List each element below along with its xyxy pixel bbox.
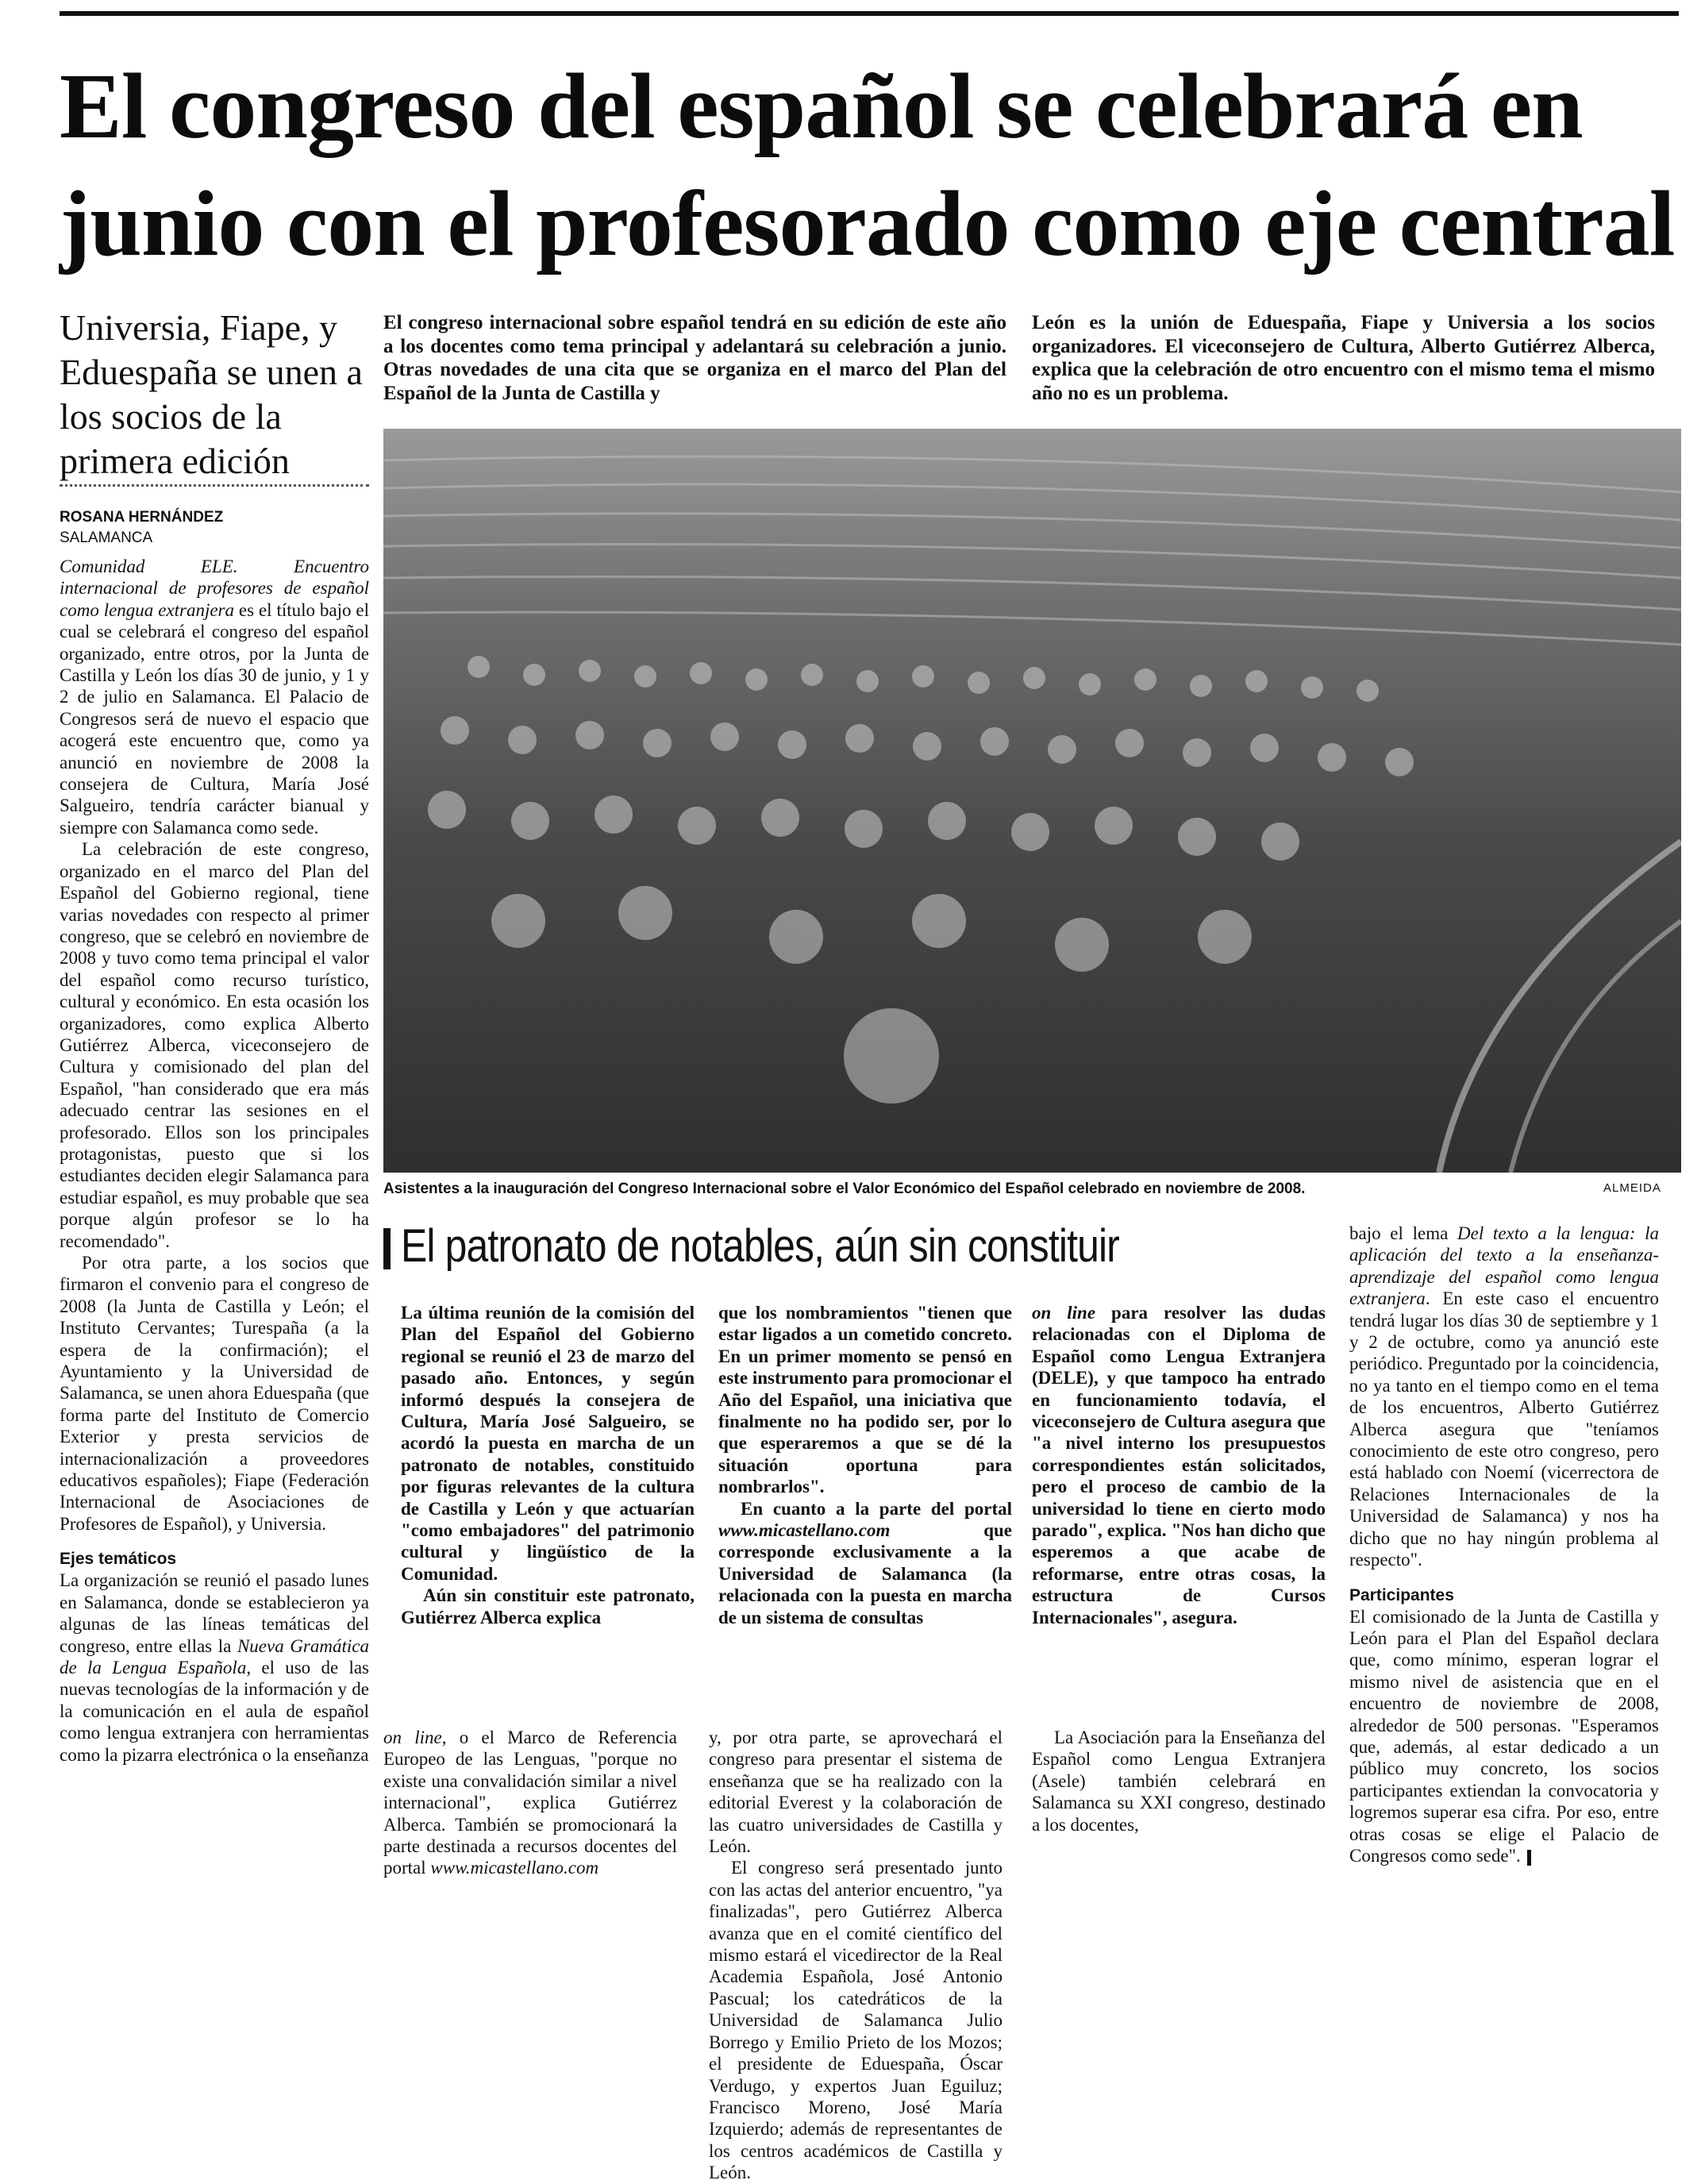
photo-credit: ALMEIDA (1603, 1181, 1661, 1195)
article-paragraph-4d: y, por otra parte, se aprovechará el congreso para presentar el sistema de enseñanza que se ha realizado con la editorial Everest y la colaboración de las cuatro universidades de Castilla y León. (709, 1728, 1003, 1857)
box-column-2 (718, 1302, 1012, 1628)
box-paragraph-5: para resolver las dudas relacionadas con el Diploma de Español como Lengua Extranjera (DELE), y que tampoco ha entrado en funcionamiento todavía, el viceconsejero de Cultura asegura que "a nivel interno los presupuestos correspondientes están solicitados, pero el proceso de cambio de la universidad lo tiene en cierto modo parado", explica. "Nos han dicho que esperemos a que acabe de reformarse, entre otras cosas, la estructura de Cursos Internacionales", asegura. (1032, 1303, 1326, 1627)
box-paragraph-1: La última reunión de la comisión del Plan del Español del Gobierno regional se reunió el 23 de marzo del pasado año. Entonces, y según informó después la consejera de Cultura, María José Salgueiro, se acordó la puesta en marcha de un patronato de notables, constituido por figuras relevantes de la cultura de Castilla y León y que actuarían "como embajadores" del patrimonio cultural y lingüístico de la Comunidad. (401, 1303, 695, 1584)
headline-line-2: junio con el profesorado como eje central (60, 171, 1675, 275)
subheadline: Universia, Fiape, y Eduespaña se unen a los socios de la primera edición (60, 307, 363, 481)
article-paragraph-6-cont-b: . En este caso el encuentro tendrá lugar los días 30 de septiembre y 1 y 2 de octubre, como ya anunció este periódico. Preguntado por la coincidencia, no ya tanto en el tiempo como en el tema de los encuentros, Alberto Gutiérrez Alberca asegura que "teníamos conocimiento de este otro congreso, pero está hablado con Noemí (vicerrectora de Relaciones Internacionales de la Universidad de Salamanca) y nos ha dicho que no hay ningún problema al respecto". (1349, 1288, 1659, 1570)
article-column-3 (709, 1727, 1003, 2184)
box-column-1 (401, 1302, 695, 1628)
book-title-italic: Nueva Gramática de la Lengua Española (60, 1635, 369, 1677)
lead-paragraph-part-2: León es la unión de Eduespaña, Fiape y Universia a los socios organizadores. El viceconsejero de Cultura, Alberto Gutiérrez Alberca, explica que la celebración de otro encuentro con el mismo tema el mismo año no es un problema. (1032, 312, 1655, 404)
dateline-place: SALAMANCA (60, 530, 153, 546)
top-rule (60, 11, 1679, 16)
article-column-4 (1032, 1727, 1326, 1835)
article-paragraph-4a: La organización se reunió el pasado lunes en Salamanca, donde se establecieron ya algunas de las líneas temáticas del congreso, entre ellas la (60, 1570, 369, 1656)
section-heading-ejes: Ejes temáticos (60, 1550, 177, 1569)
auditorium-illustration (383, 429, 1681, 1173)
asele-motto-italic: Del texto a la lengua: la aplicación del texto a la enseñanza-aprendizaje del español como lengua extranjera (1349, 1223, 1659, 1309)
box-column-3 (1032, 1302, 1326, 1628)
box-paragraph-3: que los nombramientos "tienen que estar ligados a un cometido concreto. En un primer momento se pensó en este instrumento para promocionar el Año del Español, una iniciativa que finalmente no ha podido ser, por lo que esperaremos a que se dé la situación oportuna para nombrarlos". (718, 1303, 1012, 1497)
headline-line-1: El congreso del español se celebrará en (60, 54, 1583, 158)
author-byline: ROSANA HERNÁNDEZ (60, 509, 224, 526)
article-paragraph-6: La Asociación para la Enseñanza del Español como Lengua Extranjera (Asele) también celebrará en Salamanca su XXI congreso, destinado a los docentes, (1032, 1728, 1326, 1835)
box-paragraph-2: Aún sin constituir este patronato, Gutiérrez Alberca explica (401, 1585, 695, 1627)
box-online-italic: on line (1032, 1303, 1096, 1323)
headline (60, 48, 1679, 283)
article-paragraph-5: El congreso será presentado junto con las actas del anterior encuentro, "ya finalizadas", pero Gutiérrez Alberca avanza que en el comité científico del mismo estará el vicedirector de la Real Academia Española, José Antonio Pascual; los catedráticos de la Universidad de Salamanca Julio Borrego y Emilio Prieto de los Mozos; el presidente de Eduespaña, Óscar Verdugo, y expertos Juan Eguiluz; Francisco Moreno, José María Izquierdo; además de representantes de los centros académicos de Castilla y León. (709, 1858, 1003, 2183)
lead-paragraph-part-1: El congreso internacional sobre español tendrá en su edición de este año a los docentes como tema principal y adelantará su celebración a junio. Otras novedades de una cita que se organiza en el marco del Plan del Español de la Junta de Castilla y (383, 312, 1006, 404)
box-portal-url-italic: www.micastellano.com (718, 1520, 891, 1541)
article-column-5 (1349, 1223, 1659, 1866)
portal-url-italic: www.micastellano.com (430, 1858, 599, 1878)
box-paragraph-4b: que corresponde exclusivamente a la Universidad de Salamanca (la relacionada con la puesta en marcha de un sistema de consultas (718, 1520, 1012, 1627)
online-italic: on line (383, 1728, 442, 1747)
box-title: El patronato de notables, aún sin constituir (401, 1220, 1119, 1272)
article-paragraph-2: La celebración de este congreso, organizado en el marco del Plan del Español del Gobierno regional, tiene varias novedades con respecto al primer congreso, que se celebró en noviembre de 2008 y tuvo como tema principal el valor del español como recurso turístico, cultural y económico. En esta ocasión los organizadores, como explica Alberto Gutiérrez Alberca, viceconsejero de Cultura y comisionado del plan del Español, "han considerado que era más adecuado centrar las sesiones en el profesorado. Ellos son los principales protagonistas, puesto que si los estudiantes deciden elegir Salamanca para estudiar español, es muy probable que sea porque algún profesor se lo ha recomendado". (60, 839, 369, 1251)
dotted-divider (60, 484, 369, 491)
article-paragraph-1: es el título bajo el cual se celebrará el congreso del español organizado, entre otros, por la Junta de Castilla y León los días 30 de junio, y 1 y 2 de julio en Salamanca. El Palacio de Congresos será de nuevo el espacio que acogerá este encuentro que, como ya anunció en noviembre de 2008 la consejera de Cultura, María José Salgueiro, tendría carácter bianual y siempre con Salamanca como sede. (60, 599, 369, 838)
box-title-bar (383, 1228, 391, 1269)
article-paragraph-3: Por otra parte, a los socios que firmaron el convenio para el congreso de 2008 (la Junta de Castilla y León; el Instituto Cervantes; Turespaña (a la espera de la confirmación); el Ayuntamiento y la Universidad de Salamanca, se unen ahora Eduespaña (que forma parte del Instituto de Comercio Exterior y presta servicios de internacionalización a proveedores educativos españoles); Fiape (Federación Internacional de Asociaciones de Profesores de Español), y Universia. (60, 1253, 369, 1534)
box-paragraph-4a: En cuanto a la parte del portal (741, 1498, 1012, 1519)
end-of-article-mark (1527, 1850, 1531, 1866)
article-paragraph-7: El comisionado de la Junta de Castilla y León para el Plan del Español declara que, como mínimo, esperan lograr el mismo nivel de asistencia que en el encuentro de noviembre de 2008, alrededor de 500 personas. "Esperamos que, además, al estar dedicado a un público muy concreto, los socios participantes extiendan la convocatoria y logremos superar esa cifra. Por eso, entre otras cosas se elige el Palacio de Congresos como sede". (1349, 1606, 1659, 1866)
article-paragraph-6-cont-a: bajo el lema (1349, 1223, 1458, 1243)
event-title-italic: Comunidad ELE. Encuentro internacional de profesores de español como lengua extranjera (60, 557, 369, 620)
article-column-1 (60, 556, 369, 1766)
article-paragraph-4c: , o el Marco de Referencia Europeo de las Lenguas, "porque no existe una convalidación similar a nivel internacional", explica Gutiérrez Alberca. También se promocionará la parte destinada a recursos docentes del portal (383, 1728, 677, 1878)
audience-photo (383, 429, 1681, 1173)
section-heading-participantes: Participantes (1349, 1585, 1454, 1604)
photo-caption: Asistentes a la inauguración del Congreso Internacional sobre el Valor Económico del Español celebrado en noviembre de 2008. (383, 1181, 1306, 1197)
article-paragraph-4b: , el uso de las nuevas tecnologías de la información y de la comunicación en el aula de español como lengua extranjera con herramientas como la pizarra electrónica o la enseñanza (60, 1657, 369, 1765)
article-column-2 (383, 1727, 677, 1879)
